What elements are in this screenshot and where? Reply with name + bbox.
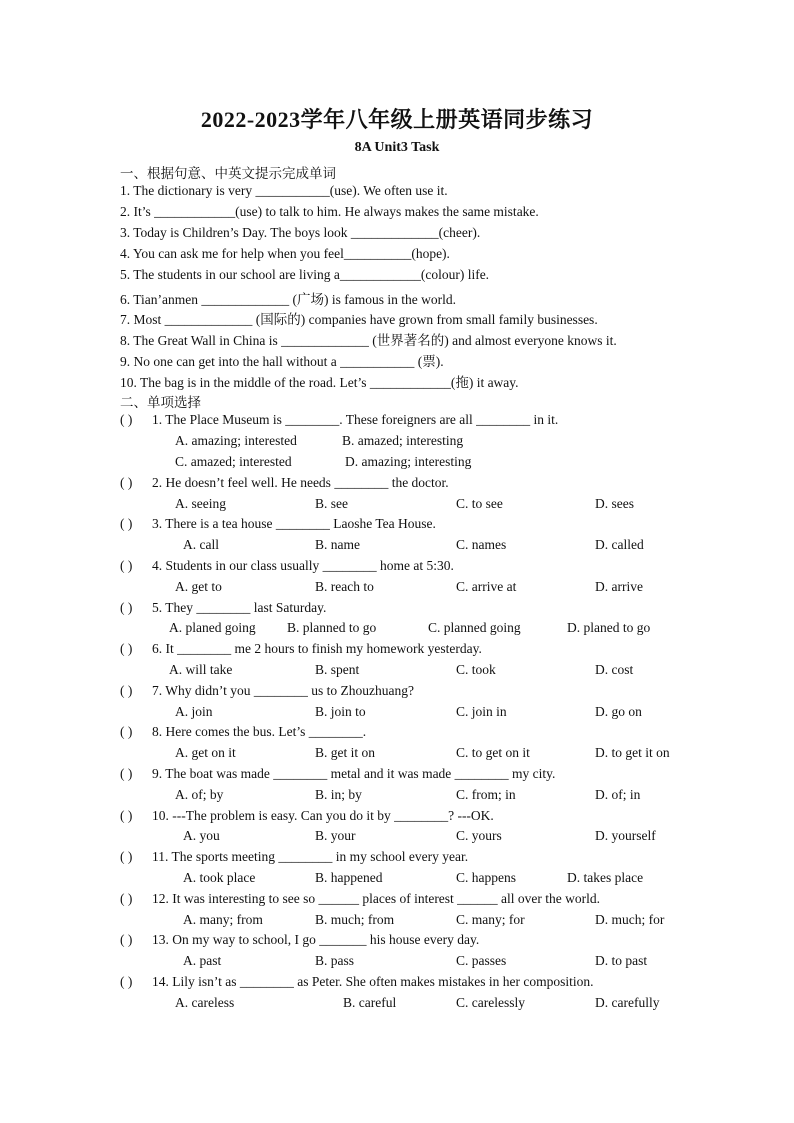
question-stem: ( ) 12. It was interesting to see so ______ places of interest ______ all over the world.: [120, 891, 601, 906]
question-stem: ( ) 4. Students in our class usually ________ home at 5:30.: [120, 558, 454, 573]
option: A. get on it: [175, 745, 236, 760]
option: D. go on: [595, 704, 642, 719]
option: B. much; from: [315, 912, 395, 927]
option: C. to see: [456, 496, 503, 511]
answer-bracket[interactable]: ( ): [120, 558, 133, 573]
option: C. arrive at: [456, 579, 517, 594]
option: C. carelessly: [456, 995, 525, 1010]
option: D. amazing; interesting: [345, 454, 472, 469]
option: B. join to: [315, 704, 366, 719]
option: B. get it on: [315, 745, 375, 760]
fill-in-item: 4. You can ask me for help when you feel__________(hope).: [120, 246, 450, 261]
option: B. planned to go: [287, 620, 377, 635]
option: B. happened: [315, 870, 383, 885]
option: A. planed going: [169, 620, 256, 635]
option: A. past: [183, 953, 222, 968]
option: D. of; in: [595, 787, 641, 802]
fill-in-item: 5. The students in our school are living a____________(colour) life.: [120, 267, 490, 282]
question-stem: ( ) 10. ---The problem is easy. Can you do it by ________? ---OK.: [120, 808, 494, 823]
option: D. arrive: [595, 579, 643, 594]
answer-bracket[interactable]: ( ): [120, 766, 133, 781]
option: B. amazed; interesting: [342, 433, 464, 448]
option: D. takes place: [567, 870, 644, 885]
option: A. of; by: [175, 787, 224, 802]
page-title: 2022-2023学年八年级上册英语同步练习: [200, 107, 594, 132]
question-stem: ( ) 7. Why didn’t you ________ us to Zhouzhuang?: [120, 683, 414, 698]
question-stem: ( ) 2. He doesn’t feel well. He needs ________ the doctor.: [120, 475, 449, 490]
option: C. amazed; interested: [175, 454, 292, 469]
option: D. sees: [595, 496, 634, 511]
option: B. name: [315, 537, 360, 552]
question-stem: ( ) 11. The sports meeting ________ in my school every year.: [120, 849, 469, 864]
option: B. your: [315, 828, 356, 843]
option: C. names: [456, 537, 507, 552]
option: D. much; for: [595, 912, 665, 927]
answer-bracket[interactable]: ( ): [120, 412, 133, 427]
fill-in-item: 8. The Great Wall in China is _____________ (世界著名的) and almost everyone knows it.: [120, 333, 617, 348]
option: D. to get it on: [595, 745, 670, 760]
option: B. spent: [315, 662, 360, 677]
option: C. passes: [456, 953, 507, 968]
answer-bracket[interactable]: ( ): [120, 475, 133, 490]
fill-in-item: 6. Tian’anmen _____________ (广场) is famous in the world.: [120, 292, 456, 307]
answer-bracket[interactable]: ( ): [120, 808, 133, 823]
question-stem: ( ) 1. The Place Museum is ________. These foreigners are all ________ in it.: [120, 412, 559, 427]
fill-in-item: 2. It’s ____________(use) to talk to him. He always makes the same mistake.: [120, 204, 539, 219]
answer-bracket[interactable]: ( ): [120, 641, 133, 656]
question-stem: ( ) 14. Lily isn’t as ________ as Peter. She often makes mistakes in her composition.: [120, 974, 594, 989]
answer-bracket[interactable]: ( ): [120, 600, 133, 615]
option: D. cost: [595, 662, 634, 677]
option: A. call: [183, 537, 219, 552]
question-stem: ( ) 9. The boat was made ________ metal and it was made ________ my city.: [120, 766, 556, 781]
answer-bracket[interactable]: ( ): [120, 932, 133, 947]
option: C. took: [456, 662, 496, 677]
option: D. carefully: [595, 995, 660, 1010]
option: B. in; by: [315, 787, 362, 802]
option: D. planed to go: [567, 620, 651, 635]
question-stem: ( ) 5. They ________ last Saturday.: [120, 600, 327, 615]
option: B. reach to: [315, 579, 374, 594]
option: A. took place: [183, 870, 256, 885]
fill-in-item: 3. Today is Children’s Day. The boys look _____________(cheer).: [120, 225, 481, 240]
answer-bracket[interactable]: ( ): [120, 683, 133, 698]
page-subtitle: 8A Unit3 Task: [354, 140, 440, 155]
option: A. join: [175, 704, 213, 719]
option: C. many; for: [456, 912, 525, 927]
section1-heading: 一、根据句意、中英文提示完成单词: [120, 166, 336, 182]
option: C. planned going: [428, 620, 521, 635]
option: A. seeing: [175, 496, 226, 511]
answer-bracket[interactable]: ( ): [120, 891, 133, 906]
option: A. you: [183, 828, 220, 843]
fill-in-item: 10. The bag is in the middle of the road. Let’s ____________(拖) it away.: [120, 375, 519, 390]
answer-bracket[interactable]: ( ): [120, 974, 133, 989]
answer-bracket[interactable]: ( ): [120, 724, 133, 739]
option: A. careless: [175, 995, 235, 1010]
option: A. amazing; interested: [175, 433, 297, 448]
option: A. will take: [169, 662, 233, 677]
question-stem: ( ) 13. On my way to school, I go _______ his house every day.: [120, 932, 480, 947]
option: C. join in: [456, 704, 507, 719]
answer-bracket[interactable]: ( ): [120, 849, 133, 864]
question-stem: ( ) 3. There is a tea house ________ Laoshe Tea House.: [120, 516, 436, 531]
question-stem: ( ) 8. Here comes the bus. Let’s ________.: [120, 724, 367, 739]
option: C. from; in: [456, 787, 516, 802]
option: C. to get on it: [456, 745, 530, 760]
option: A. get to: [175, 579, 222, 594]
question-stem: ( ) 6. It ________ me 2 hours to finish my homework yesterday.: [120, 641, 482, 656]
option: B. see: [315, 496, 348, 511]
option: D. called: [595, 537, 644, 552]
answer-bracket[interactable]: ( ): [120, 516, 133, 531]
fill-in-item: 7. Most _____________ (国际的) companies have grown from small family businesses.: [120, 312, 598, 327]
fill-in-item: 9. No one can get into the hall without a ___________ (票).: [120, 354, 444, 369]
option: B. careful: [343, 995, 397, 1010]
section2-heading: 二、单项选择: [120, 395, 201, 411]
fill-in-item: 1. The dictionary is very ___________(use). We often use it.: [120, 183, 448, 198]
option: C. happens: [456, 870, 516, 885]
option: B. pass: [315, 953, 355, 968]
option: D. yourself: [595, 828, 656, 843]
option: D. to past: [595, 953, 648, 968]
option: C. yours: [456, 828, 502, 843]
option: A. many; from: [183, 912, 263, 927]
